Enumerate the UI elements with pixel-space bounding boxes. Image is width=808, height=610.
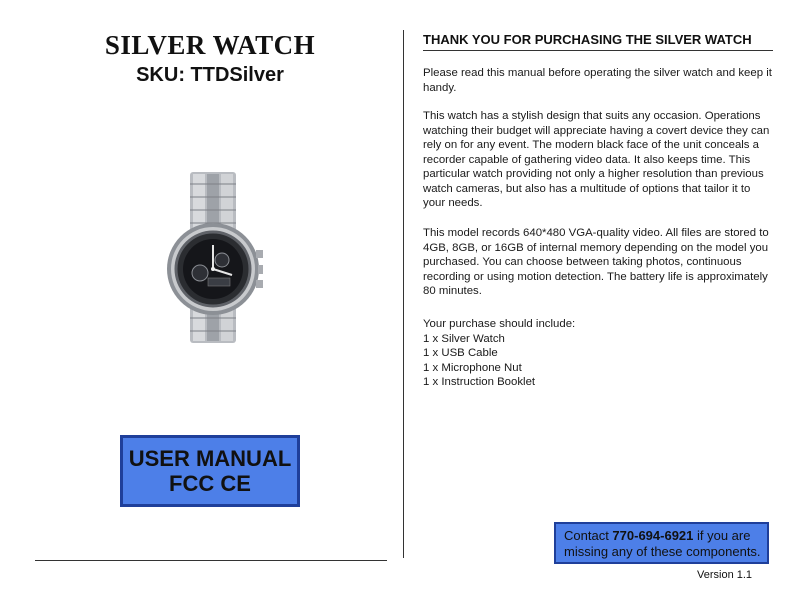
- manual-box-line1: USER MANUAL: [128, 446, 292, 471]
- contact-suffix: if you are missing any of these components.: [564, 528, 761, 559]
- page-title: SILVER WATCH: [104, 30, 316, 60]
- list-item: 1 x Instruction Booklet: [423, 376, 536, 388]
- contact-prefix: Contact: [564, 528, 613, 543]
- paragraph-intro: Please read this manual before operating the silver watch and keep it handy.: [423, 67, 772, 94]
- watch-case: [167, 223, 263, 315]
- version-label: Version 1.1: [697, 569, 753, 581]
- user-manual-box: [120, 435, 300, 507]
- list-item: 1 x USB Cable: [423, 347, 498, 359]
- column-divider: [403, 30, 404, 558]
- contact-box: [554, 522, 769, 564]
- manual-box-line2: FCC CE: [169, 471, 251, 496]
- package-contents-heading: Your purchase should include:: [423, 318, 576, 330]
- contact-phone: 770-694-6921: [612, 528, 694, 543]
- paragraph-specs: This model records 640*480 VGA-quality video. All files are stored to 4GB, 8GB, or 16GB of internal memory depending on the model you purchased. You can choose between taking photos, continuous recording or using motion detection. The battery life is approximately 80 minutes.: [423, 227, 769, 297]
- watch-image: [160, 170, 265, 345]
- paragraph-description: This watch has a stylish design that suits any occasion. Operations watching their budget will appreciate having a covert device they can rely on for any event. The modern black face of the unit conceals a recorder capable of gathering video data. It also keeps time. This particular watch providing not only a higher resolution than previous watch cameras, but also has a multitude of options that tailor it to your needs.: [423, 110, 770, 209]
- bottom-rule: [35, 560, 387, 561]
- list-item: 1 x Microphone Nut: [423, 361, 522, 374]
- package-contents: [423, 317, 773, 390]
- section-heading: THANK YOU FOR PURCHASING THE SILVER WATCH: [423, 32, 773, 51]
- sku-label: SKU: TTDSilver: [136, 64, 284, 86]
- list-item: 1 x Silver Watch: [423, 332, 505, 345]
